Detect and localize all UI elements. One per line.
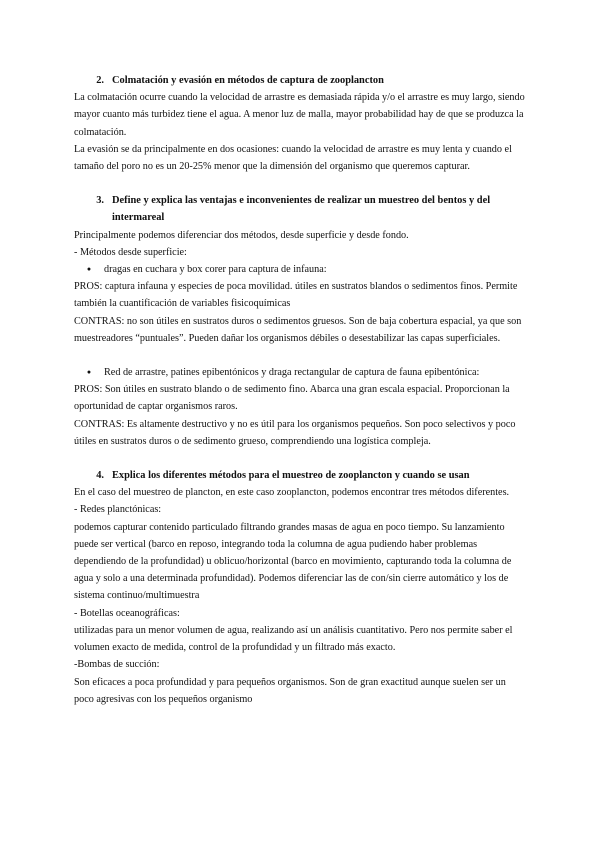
section-4-text-botellas: utilizadas para un menor volumen de agua, realizando así un análisis cuantitativo. Pero nos permite saber el volumen exacto de medida, control de la profundidad y un filtrado más exacto. [74, 624, 513, 654]
section-2-title: Colmatación y evasión en métodos de captura de zooplancton [112, 75, 384, 86]
section-3-number: 3. [96, 195, 104, 207]
section-4-text-bombas: Son eficaces a poca profundidad y para pequeños organismos. Son de gran exactitud aunque suelen ser un poco agresivas con los pequeños organismo [74, 676, 506, 705]
bullet-icon: ● [86, 265, 92, 274]
bullet-text: Red de arrastre, patines epibentónicos y draga rectangular de captura de fauna epibentónica: [104, 367, 480, 379]
pros-red-arrastre: PROS: Son útiles en sustrato blando o de sedimento fino. Abarca una gran escala espacial. Proporcionan la oportunidad de captar organismos raros. [74, 384, 510, 413]
document-page [74, 72, 526, 708]
section-4-title: Explica los diferentes métodos para el muestreo de zooplancton y cuando se usan [112, 470, 470, 482]
cons-dragas: CONTRAS: no son útiles en sustratos duros o sedimentos gruesos. Son de baja cobertura espacial, ya que son muestreadores “puntuales”. Pueden dañar los organismos débiles o desestabilizar las capas superficiales. [74, 315, 522, 344]
bullet-item-dragas [74, 261, 526, 278]
section-2-number: 2. [96, 75, 104, 86]
section-3-title: Define y explica las ventajas e inconvenientes de realizar un muestreo del bentos y del intermareal [112, 195, 491, 224]
bullet-item-red-arrastre [74, 364, 526, 381]
section-4-heading [74, 467, 526, 484]
section-4-subheading-redes: - Redes planctónicas: [74, 504, 162, 516]
section-4-intro: En el caso del muestreo de plancton, en este caso zooplancton, podemos encontrar tres métodos diferentes. [74, 487, 510, 499]
section-4-subheading-bombas: -Bombas de succión: [74, 659, 160, 671]
section-4-text-redes: podemos capturar contenido particulado filtrando grandes masas de agua en poco tiempo. Su lanzamiento puede ser vertical (barco en reposo, integrando toda la columna de agua pudiendo haber problemas dependiendo de la profundidad) u oblicuo/horizontal (barco en movimiento, capturando toda la columna de agua y solo a una determinada profundidad). Podemos diferenciar las de con/sin cierre automático y los de sistema continuo/multimuestra [74, 521, 512, 602]
bullet-icon: ● [86, 368, 92, 377]
section-3-heading [74, 192, 526, 226]
section-2-paragraph-colmatacion: La colmatación ocurre cuando la velocidad de arrastre es demasiada rápida y/o el arrastre es muy largo, siendo mayor cuanto más turbidez tiene el agua. A menor luz de malla, mayor probabilidad hay de que se produzca la colmatación. [74, 92, 525, 138]
cons-red-arrastre: CONTRAS: Es altamente destructivo y no es útil para los organismos pequeños. Son poco selectivos y poco útiles en sustratos duros o de sedimento grueso, comprendiendo una logística compleja. [74, 418, 516, 447]
pros-dragas: PROS: captura infauna y especies de poca movilidad. útiles en sustratos blandos o sedimentos finos. Permite también la cuantificación de variables fisicoquímicas [74, 281, 518, 310]
bullet-text: dragas en cuchara y box corer para captura de infauna: [104, 264, 327, 276]
section-2-paragraph-evasion: La evasión se da principalmente en dos ocasiones: cuando la velocidad de arrastre es muy lenta y cuando el tamaño del poro no es un 20-25% menor que la dimensión del organismo que queremos capturar. [74, 143, 512, 173]
section-3-subheading-superficie: - Métodos desde superficie: [74, 246, 187, 258]
section-3-intro: Principalmente podemos diferenciar dos métodos, desde superficie y desde fondo. [74, 229, 409, 241]
section-4-subheading-botellas: - Botellas oceanográficas: [74, 607, 180, 619]
section-2-heading [74, 72, 526, 89]
section-4-number: 4. [96, 470, 104, 482]
